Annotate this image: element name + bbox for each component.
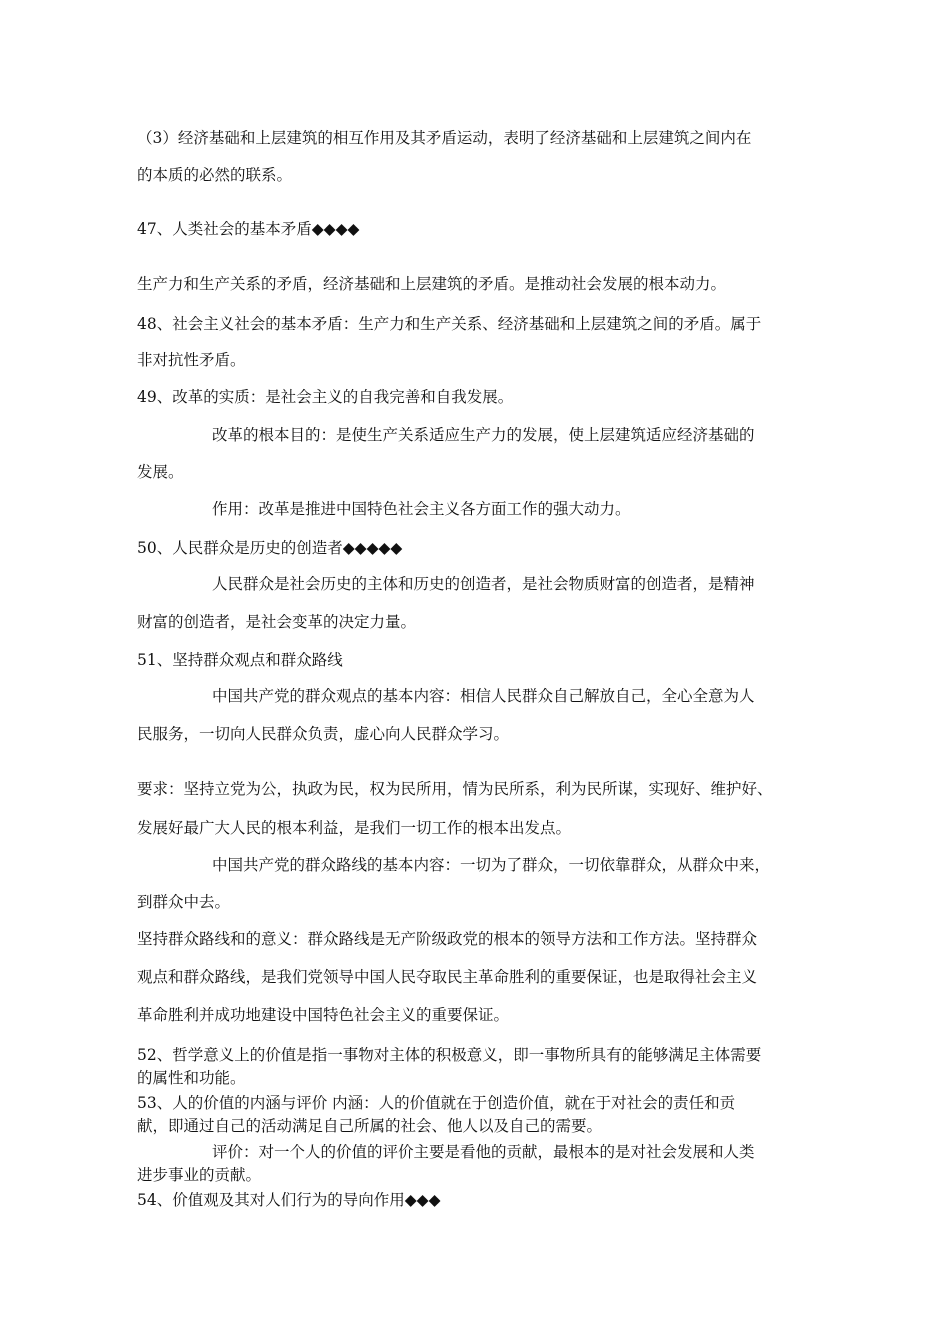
paragraph-line: 改革的根本目的：是使生产关系适应生产力的发展，使上层建筑适应经济基础的 xyxy=(212,426,755,444)
paragraph-line: 发展好最广大人民的根本利益，是我们一切工作的根本出发点。 xyxy=(137,819,572,837)
paragraph-line: 作用：改革是推进中国特色社会主义各方面工作的强大动力。 xyxy=(212,500,631,518)
section-heading-53: 53、人的价值的内涵与评价 内涵：人的价值就在于创造价值，就在于对社会的责任和贡 xyxy=(137,1094,736,1112)
paragraph-line: 革命胜利并成功地建设中国特色社会主义的重要保证。 xyxy=(137,1006,510,1024)
paragraph-line: 要求：坚持立党为公，执政为民，权为民所用，情为民所系，利为民所谋，实现好、维护好、 xyxy=(137,780,773,798)
section-heading-51: 51、坚持群众观点和群众路线 xyxy=(137,651,343,669)
section-heading-47: 47、人类社会的基本矛盾◆◆◆◆ xyxy=(137,220,360,238)
paragraph-line: （3）经济基础和上层建筑的相互作用及其矛盾运动，表明了经济基础和上层建筑之间内在 xyxy=(137,129,752,147)
paragraph-line: 的属性和功能。 xyxy=(137,1069,246,1087)
paragraph-line: 到群众中去。 xyxy=(137,893,231,911)
paragraph-line: 生产力和生产关系的矛盾，经济基础和上层建筑的矛盾。是推动社会发展的根本动力。 xyxy=(137,275,727,293)
paragraph-line: 财富的创造者，是社会变革的决定力量。 xyxy=(137,613,417,631)
section-heading-52: 52、哲学意义上的价值是指一事物对主体的积极意义，即一事物所具有的能够满足主体需要 xyxy=(137,1046,762,1064)
paragraph-line: 献，即通过自己的活动满足自己所属的社会、他人以及自己的需要。 xyxy=(137,1117,603,1135)
paragraph-line: 的本质的必然的联系。 xyxy=(137,166,293,184)
paragraph-line: 民服务，一切向人民群众负责，虚心向人民群众学习。 xyxy=(137,725,510,743)
paragraph-line: 人民群众是社会历史的主体和历史的创造者，是社会物质财富的创造者，是精神 xyxy=(212,575,755,593)
paragraph-line: 发展。 xyxy=(137,463,184,481)
paragraph-line: 坚持群众路线和的意义：群众路线是无产阶级政党的根本的领导方法和工作方法。坚持群众 xyxy=(137,930,758,948)
section-heading-49: 49、改革的实质：是社会主义的自我完善和自我发展。 xyxy=(137,388,514,406)
paragraph-line: 评价：对一个人的价值的评价主要是看他的贡献，最根本的是对社会发展和人类 xyxy=(212,1143,755,1161)
paragraph-line: 中国共产党的群众观点的基本内容：相信人民群众自己解放自己，全心全意为人 xyxy=(212,687,755,705)
paragraph-line: 进步事业的贡献。 xyxy=(137,1166,262,1184)
paragraph-line: 中国共产党的群众路线的基本内容：一切为了群众，一切依靠群众，从群众中来， xyxy=(212,856,771,874)
section-heading-50: 50、人民群众是历史的创造者◆◆◆◆◆ xyxy=(137,539,403,557)
section-heading-48: 48、社会主义社会的基本矛盾：生产力和生产关系、经济基础和上层建筑之间的矛盾。属于 xyxy=(137,315,762,333)
paragraph-line: 观点和群众路线，是我们党领导中国人民夺取民主革命胜利的重要保证，也是取得社会主义 xyxy=(137,968,758,986)
section-heading-54: 54、价值观及其对人们行为的导向作用◆◆◆ xyxy=(137,1191,441,1209)
paragraph-line: 非对抗性矛盾。 xyxy=(137,351,246,369)
